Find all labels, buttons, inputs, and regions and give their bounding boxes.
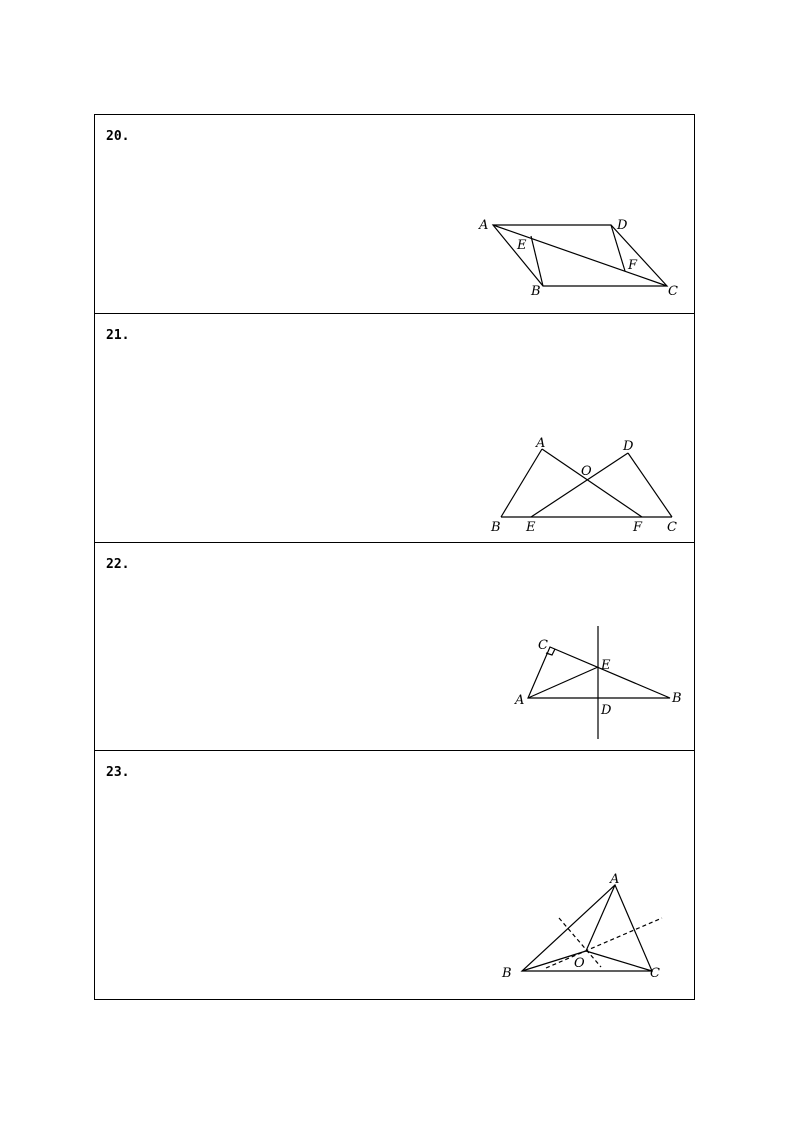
triangles-figure	[485, 434, 685, 534]
problem-number: 20.	[106, 129, 130, 144]
label-e: E	[526, 520, 536, 535]
label-a: A	[515, 693, 525, 708]
problem-20	[95, 115, 694, 314]
right-triangle-figure	[510, 623, 690, 743]
triangle-incenter-figure	[500, 871, 690, 991]
parallelogram-figure	[475, 213, 695, 303]
problem-22	[95, 543, 694, 751]
label-e: E	[601, 658, 611, 673]
diagonal-ac	[493, 225, 667, 286]
label-b: B	[531, 284, 541, 299]
problem-number: 23.	[106, 765, 130, 780]
problem-23	[95, 751, 694, 999]
label-o: O	[581, 464, 592, 479]
label-b: B	[672, 691, 682, 706]
label-b: B	[502, 966, 512, 981]
segment-ae	[528, 667, 598, 698]
label-d: D	[601, 703, 612, 718]
label-c: C	[667, 520, 677, 535]
segment-ao	[586, 885, 615, 951]
problem-number: 21.	[106, 328, 130, 343]
triangle-abc	[522, 885, 652, 971]
label-f: F	[633, 520, 643, 535]
segment-ed	[531, 453, 628, 517]
label-c: C	[538, 638, 548, 653]
label-b: B	[491, 520, 501, 535]
label-a: A	[479, 218, 489, 233]
label-c: C	[668, 284, 678, 299]
segment-af	[542, 449, 642, 517]
label-c: C	[650, 966, 660, 981]
segment-ab	[501, 449, 542, 517]
dashed-bisector-1	[546, 918, 662, 968]
problem-number: 22.	[106, 557, 130, 572]
label-a: A	[536, 436, 546, 451]
label-e: E	[517, 238, 527, 253]
label-f: F	[628, 258, 638, 273]
label-o: O	[574, 956, 585, 971]
problem-21	[95, 314, 694, 543]
answer-sheet	[94, 114, 695, 1000]
label-d: D	[617, 218, 628, 233]
label-a: A	[610, 872, 620, 887]
segment-dc	[628, 453, 672, 517]
label-d: D	[623, 439, 634, 454]
